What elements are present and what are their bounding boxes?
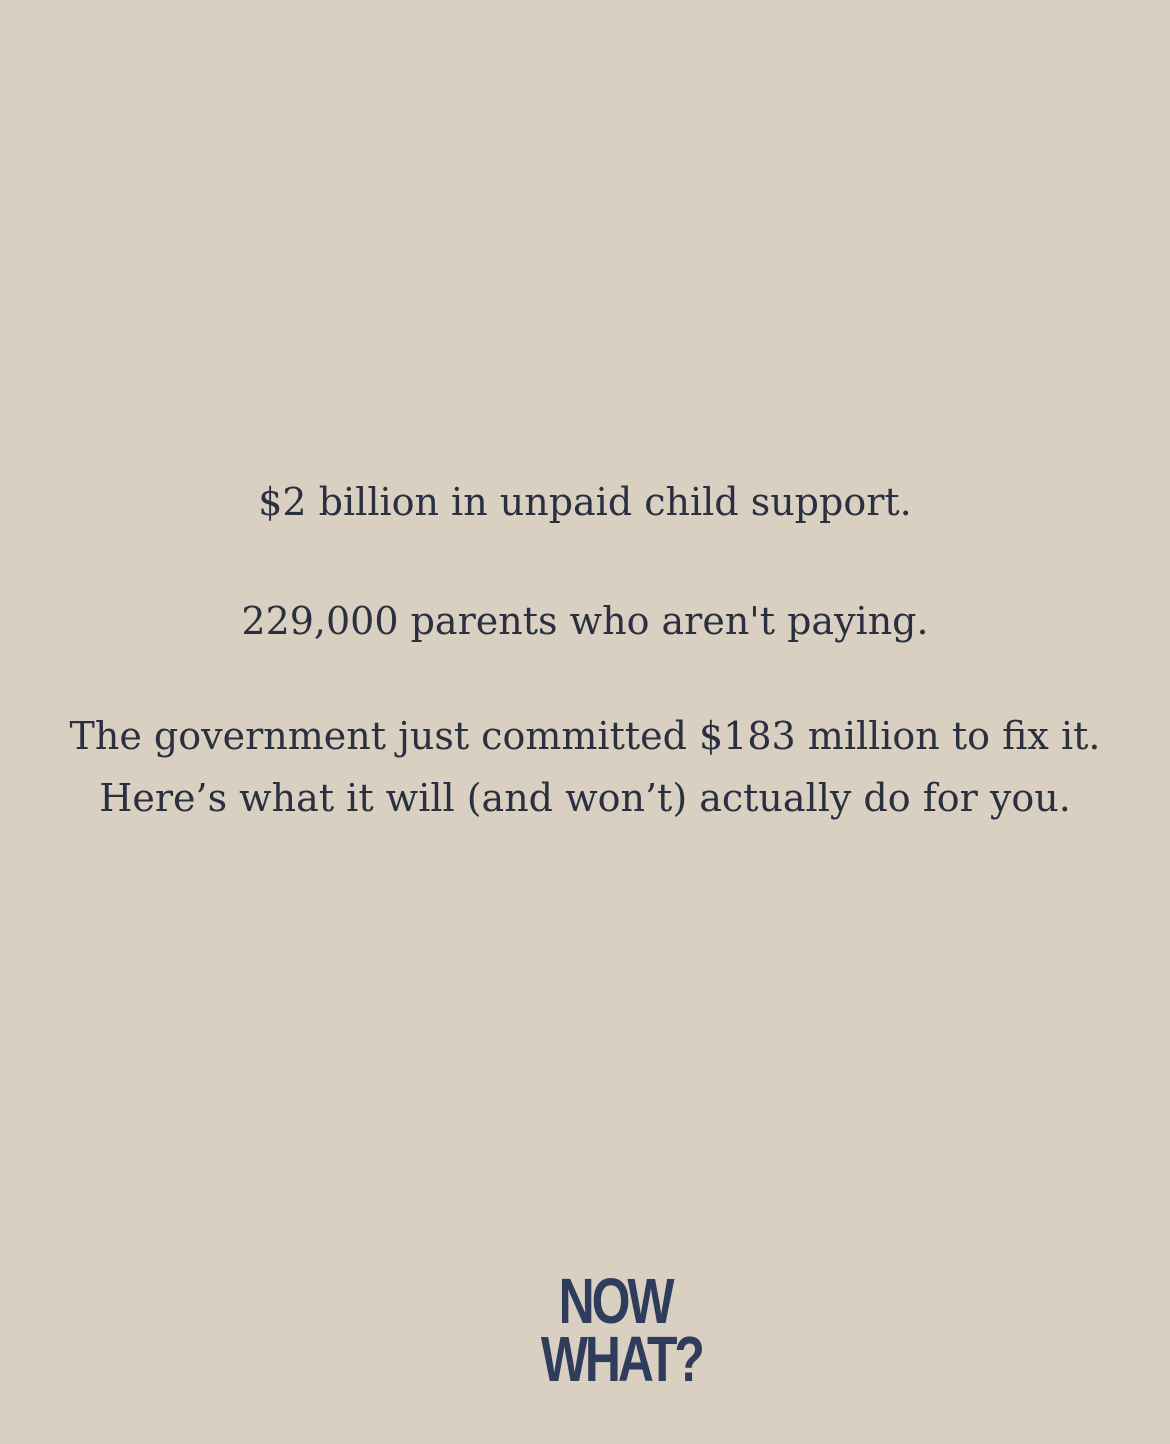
headline-line-2: 229,000 parents who aren't paying. [241, 599, 929, 643]
logo-line-1: NOW [558, 1265, 672, 1337]
headline-line-4: Here’s what it will (and won’t) actually do for you. [99, 776, 1071, 820]
headline-line-3: The government just committed $183 million to fix it. [69, 714, 1101, 758]
headline-line-1: $2 billion in unpaid child support. [258, 480, 912, 524]
now-what-logo [520, 1265, 710, 1402]
logo-line-2: WHAT? [540, 1323, 702, 1395]
